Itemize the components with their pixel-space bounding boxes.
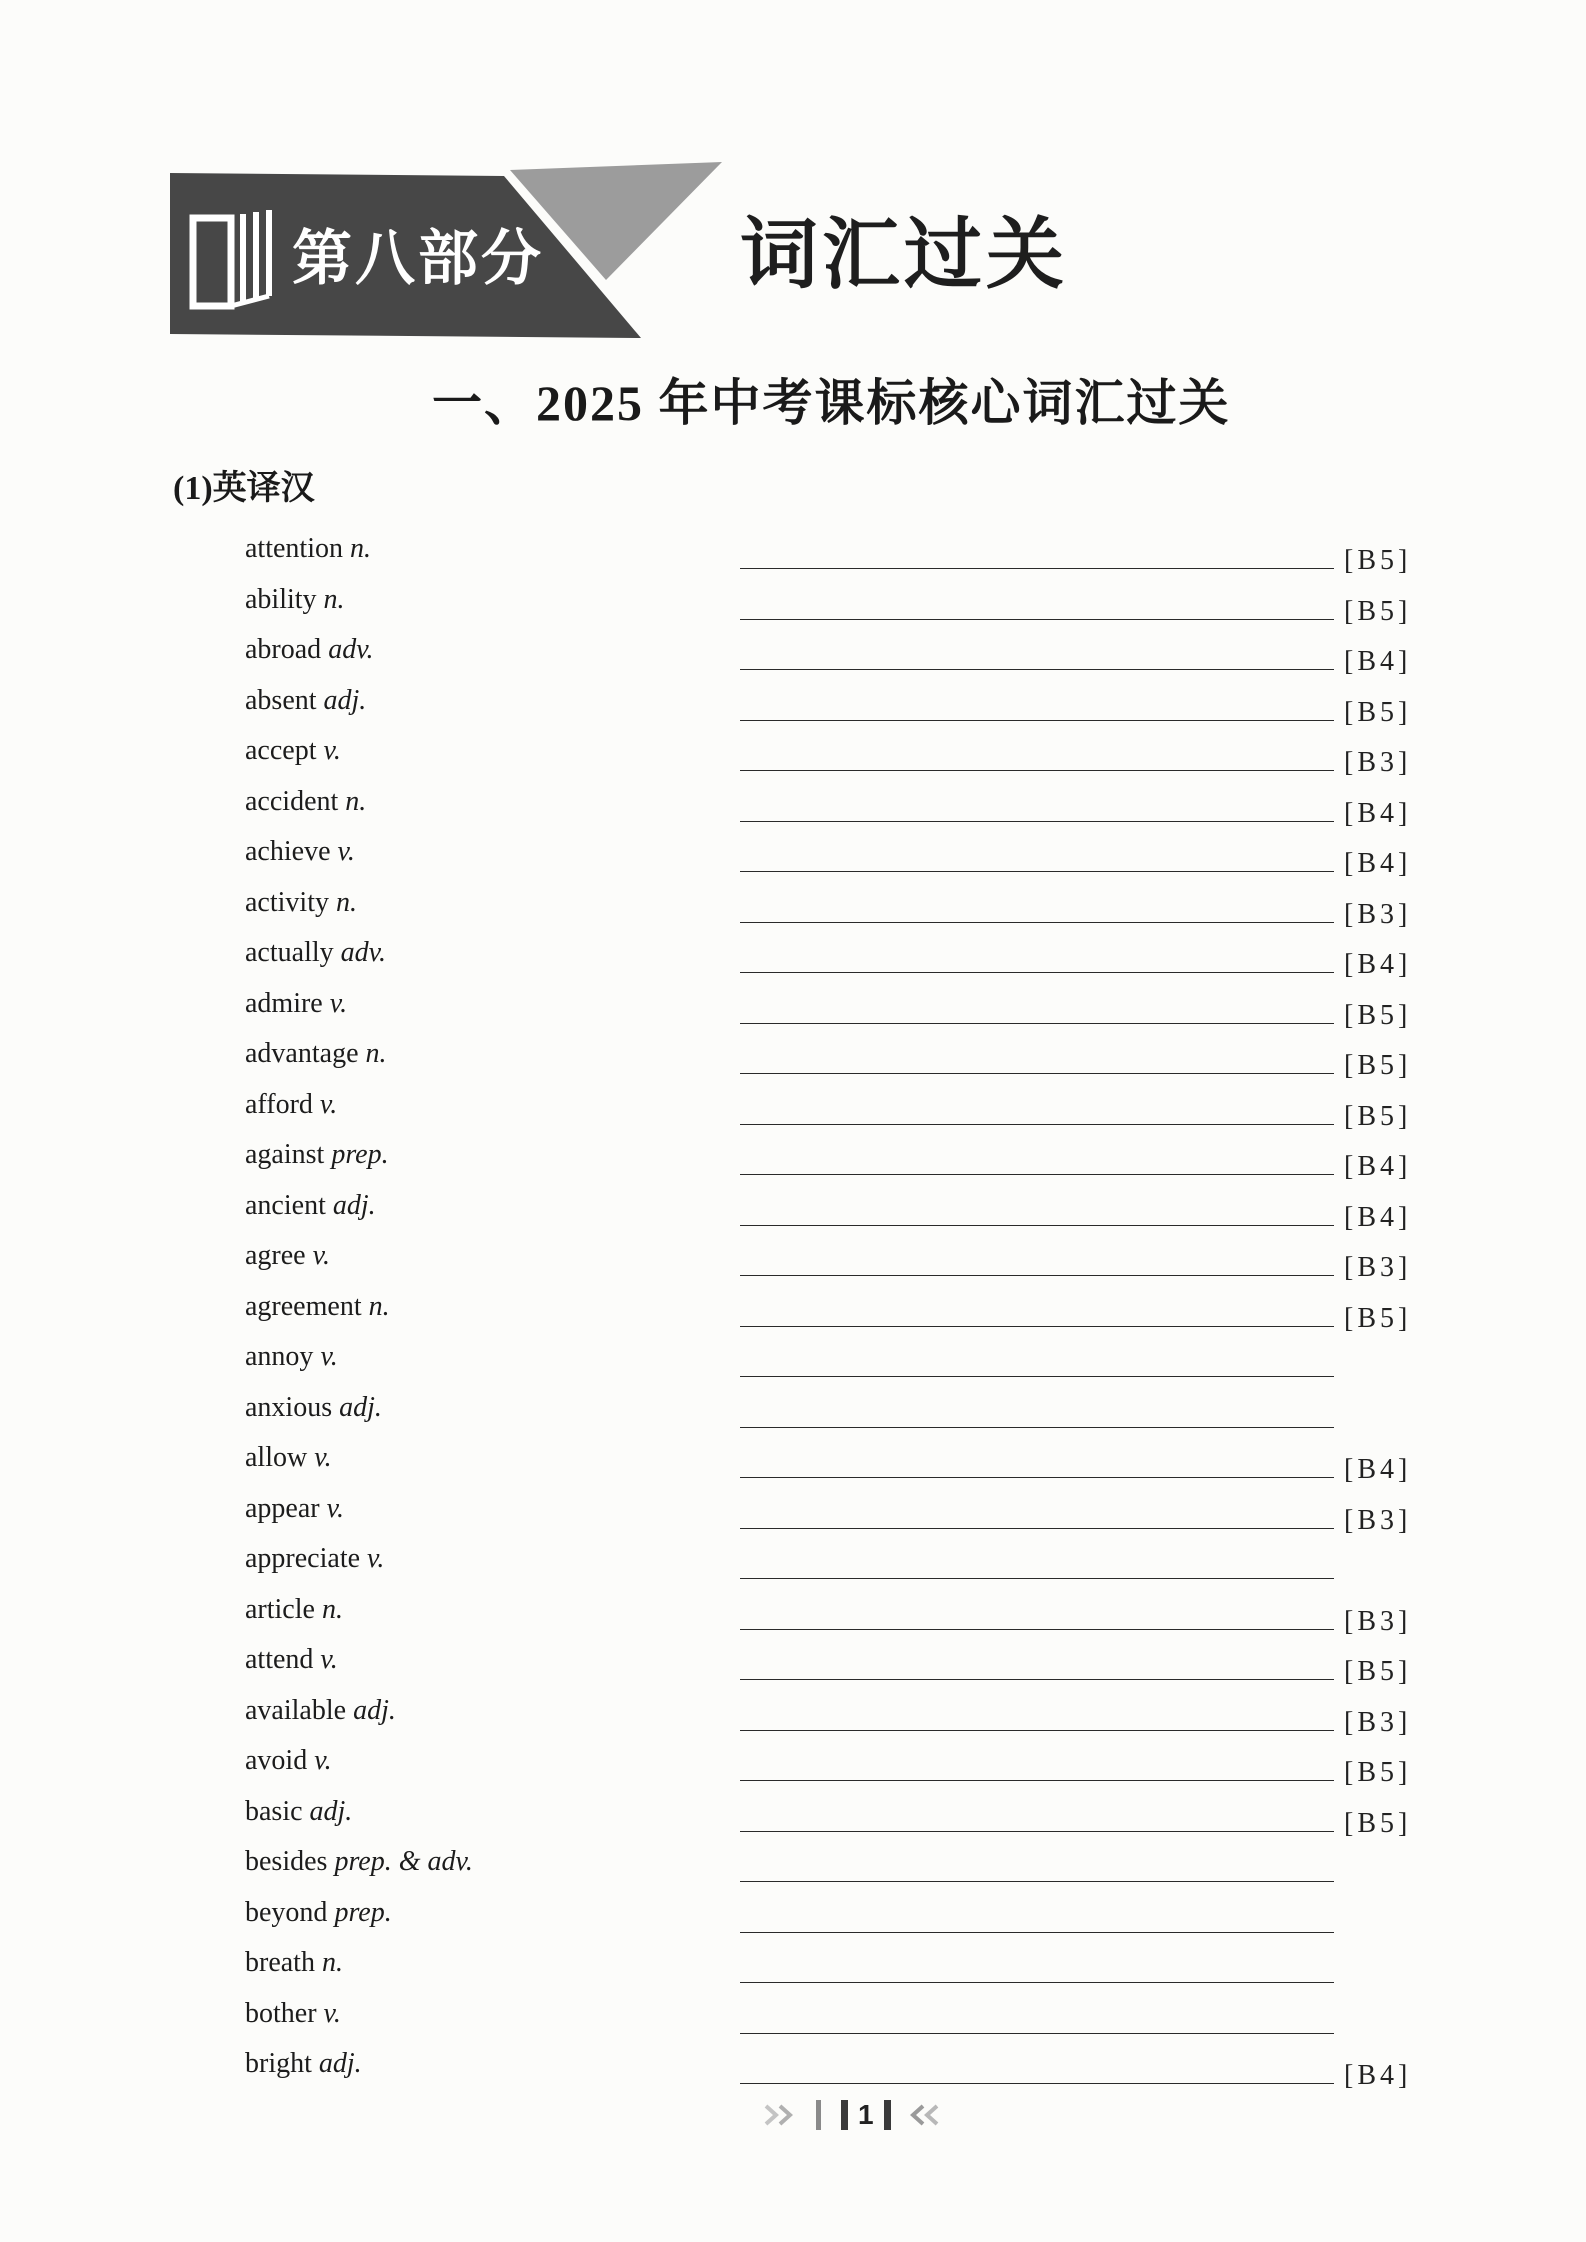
part-of-speech: v. xyxy=(337,836,355,867)
answer-blank xyxy=(740,1881,1334,1882)
vocab-row xyxy=(245,1339,1445,1390)
vocab-word xyxy=(245,1087,337,1123)
vocab-word xyxy=(245,1693,396,1729)
vocab-word xyxy=(245,1289,390,1325)
level-tag: [B4] xyxy=(1344,2060,1412,2091)
vocab-word xyxy=(245,683,366,719)
vocab-word xyxy=(245,1743,332,1779)
part-of-speech: n. xyxy=(335,886,357,918)
answer-blank xyxy=(740,619,1334,620)
vocab-word xyxy=(245,1188,376,1224)
level-tag: [B4] xyxy=(1344,646,1412,677)
word-text: basic xyxy=(245,1795,303,1827)
vocab-word xyxy=(245,1390,382,1426)
vocab-row xyxy=(245,1996,1445,2047)
vocab-word xyxy=(245,1592,343,1628)
word-text: bright xyxy=(245,2048,312,2079)
double-chevron-right-icon xyxy=(760,2100,806,2130)
word-text: anxious xyxy=(245,1391,333,1423)
word-text: achieve xyxy=(245,836,331,867)
word-text: avoid xyxy=(245,1745,308,1776)
vocab-row xyxy=(245,1036,1445,1087)
book-icon xyxy=(188,208,280,316)
part-of-speech: v. xyxy=(323,1997,341,2029)
word-text: afford xyxy=(245,1088,313,1120)
word-text: actually xyxy=(245,937,334,968)
word-text: against xyxy=(245,1139,325,1170)
vocab-row xyxy=(245,531,1445,582)
vocab-word xyxy=(245,1895,392,1931)
vocab-word xyxy=(245,1491,344,1527)
part-of-speech: v. xyxy=(319,1088,338,1120)
part-of-speech: v. xyxy=(314,1442,332,1473)
word-text: allow xyxy=(245,1442,308,1473)
footer-bar-right-dark xyxy=(884,2100,891,2130)
answer-blank xyxy=(740,871,1334,872)
answer-blank xyxy=(740,1023,1334,1024)
vocab-word xyxy=(245,632,374,668)
vocab-row xyxy=(245,1188,1445,1239)
vocab-word xyxy=(245,885,357,921)
level-tag: [B5] xyxy=(1344,1757,1412,1788)
vocab-row xyxy=(245,1238,1445,1289)
vocab-row xyxy=(245,784,1445,835)
word-text: besides xyxy=(245,1846,328,1877)
vocab-row xyxy=(245,935,1445,986)
part-of-speech: v. xyxy=(323,735,341,766)
subsection-title: (1)英译汉 xyxy=(173,470,315,507)
word-text: appear xyxy=(245,1492,320,1524)
answer-blank xyxy=(740,1174,1334,1175)
part-of-speech: adj. xyxy=(353,1694,396,1726)
vocab-row xyxy=(245,885,1445,936)
page-number: 1 xyxy=(858,2099,874,2130)
answer-blank xyxy=(740,568,1334,569)
level-tag: [B5] xyxy=(1344,1302,1412,1334)
part-of-speech: adj. xyxy=(318,2048,362,2079)
vocab-word xyxy=(245,1339,338,1375)
part-of-speech: v. xyxy=(314,1745,332,1776)
vocab-word xyxy=(245,1844,473,1880)
word-text: activity xyxy=(245,886,329,918)
answer-blank xyxy=(740,1376,1334,1377)
level-tag: [B3] xyxy=(1344,1706,1412,1738)
vocab-word xyxy=(245,1137,389,1173)
part-of-speech: adj. xyxy=(309,1795,353,1827)
vocab-word xyxy=(245,733,341,769)
part-label: 第八部分 xyxy=(292,224,544,294)
answer-blank xyxy=(740,1427,1334,1428)
level-tag: [B5] xyxy=(1344,1656,1412,1687)
section-title: 一、2025 年中考课标核心词汇过关 xyxy=(432,375,1231,431)
answer-blank xyxy=(740,720,1334,721)
part-of-speech: v. xyxy=(329,987,348,1019)
part-of-speech: v. xyxy=(320,1644,338,1675)
answer-blank xyxy=(740,770,1334,771)
word-text: advantage xyxy=(245,1038,359,1069)
word-text: admire xyxy=(245,987,323,1019)
word-text: attend xyxy=(245,1644,314,1675)
part-of-speech: adv. xyxy=(328,634,374,665)
vocab-row xyxy=(245,1794,1445,1845)
word-text: breath xyxy=(245,1947,315,1978)
vocab-word xyxy=(245,986,347,1022)
answer-blank xyxy=(740,1679,1334,1680)
part-of-speech: n. xyxy=(349,533,371,564)
level-tag: [B3] xyxy=(1344,1605,1412,1637)
level-tag: [B4] xyxy=(1344,797,1412,829)
word-text: agree xyxy=(245,1240,306,1271)
vocab-row xyxy=(245,834,1445,885)
word-text: ability xyxy=(245,583,317,615)
part-of-speech: prep. xyxy=(334,1896,392,1928)
level-tag: [B4] xyxy=(1344,1151,1412,1182)
part-of-speech: adv. xyxy=(340,937,386,968)
vocab-row xyxy=(245,1390,1445,1441)
footer-bar-left-dark xyxy=(841,2100,848,2130)
word-text: annoy xyxy=(245,1341,314,1372)
answer-blank xyxy=(740,1326,1334,1327)
double-chevron-left-icon xyxy=(901,2100,947,2130)
answer-blank xyxy=(740,1982,1334,1983)
vocab-word xyxy=(245,784,366,820)
word-text: bother xyxy=(245,1997,317,2029)
level-tag: [B4] xyxy=(1344,1454,1412,1485)
level-tag: [B4] xyxy=(1344,848,1412,879)
vocab-word xyxy=(245,834,355,870)
answer-blank xyxy=(740,1477,1334,1478)
level-tag: [B5] xyxy=(1344,1050,1412,1081)
vocab-word xyxy=(245,1238,330,1274)
answer-blank xyxy=(740,922,1334,923)
vocab-word xyxy=(245,1036,387,1072)
answer-blank xyxy=(740,1932,1334,1933)
level-tag: [B5] xyxy=(1344,1807,1412,1839)
vocab-word xyxy=(245,582,345,618)
word-text: ancient xyxy=(245,1189,326,1221)
word-text: beyond xyxy=(245,1896,328,1928)
vocab-row xyxy=(245,1137,1445,1188)
vocab-word xyxy=(245,1945,343,1981)
answer-blank xyxy=(740,1073,1334,1074)
vocab-row xyxy=(245,1087,1445,1138)
vocab-row xyxy=(245,1440,1445,1491)
vocab-word xyxy=(245,1794,352,1830)
vocab-row xyxy=(245,632,1445,683)
word-text: attention xyxy=(245,533,343,564)
answer-blank xyxy=(740,821,1334,822)
part-of-speech: v. xyxy=(326,1492,344,1524)
footer-bar-left xyxy=(816,2100,821,2130)
part-of-speech: v. xyxy=(367,1543,385,1574)
vocab-row xyxy=(245,733,1445,784)
level-tag: [B4] xyxy=(1344,949,1412,980)
vocab-row xyxy=(245,582,1445,633)
vocab-row xyxy=(245,1289,1445,1340)
level-tag: [B3] xyxy=(1344,1504,1412,1536)
part-of-speech: prep. xyxy=(331,1139,389,1170)
answer-blank xyxy=(740,1730,1334,1731)
word-text: agreement xyxy=(245,1290,362,1322)
vocab-list xyxy=(245,531,1445,2097)
part-of-speech: n. xyxy=(365,1038,387,1069)
vocab-row xyxy=(245,683,1445,734)
part-of-speech: v. xyxy=(320,1341,338,1372)
answer-blank xyxy=(740,1831,1334,1832)
vocab-row xyxy=(245,1895,1445,1946)
part-of-speech: n. xyxy=(345,785,367,817)
word-text: abroad xyxy=(245,634,322,665)
page-title: 词汇过关 xyxy=(740,210,1069,300)
part-of-speech: adj. xyxy=(332,1189,376,1221)
part-of-speech: v. xyxy=(312,1240,330,1271)
vocab-word xyxy=(245,1541,384,1577)
level-tag: [B3] xyxy=(1344,747,1412,778)
page-footer xyxy=(760,2094,947,2136)
level-tag: [B4] xyxy=(1344,1201,1412,1233)
part-of-speech: n. xyxy=(321,1947,343,1978)
answer-blank xyxy=(740,1578,1334,1579)
answer-blank xyxy=(740,972,1334,973)
vocab-word xyxy=(245,1642,338,1678)
answer-blank xyxy=(740,669,1334,670)
word-text: absent xyxy=(245,684,317,716)
vocab-row xyxy=(245,1945,1445,1996)
vocab-word xyxy=(245,935,386,971)
vocab-word xyxy=(245,1996,341,2032)
part-of-speech: adj. xyxy=(339,1391,382,1423)
vocab-row xyxy=(245,1743,1445,1794)
word-text: article xyxy=(245,1593,315,1625)
vocab-row xyxy=(245,1592,1445,1643)
part-of-speech: n. xyxy=(368,1290,390,1322)
vocab-word xyxy=(245,1440,332,1476)
part-of-speech: prep. & adv. xyxy=(334,1846,473,1877)
part-of-speech: n. xyxy=(323,583,345,615)
word-text: accident xyxy=(245,785,339,817)
vocab-row xyxy=(245,1693,1445,1744)
answer-blank xyxy=(740,2083,1334,2084)
vocab-row xyxy=(245,1541,1445,1592)
vocab-row xyxy=(245,1844,1445,1895)
answer-blank xyxy=(740,1225,1334,1226)
level-tag: [B5] xyxy=(1344,696,1412,728)
level-tag: [B5] xyxy=(1344,595,1412,627)
level-tag: [B3] xyxy=(1344,898,1412,930)
level-tag: [B5] xyxy=(1344,545,1412,576)
vocab-row xyxy=(245,1642,1445,1693)
vocab-word xyxy=(245,2046,362,2082)
vocab-row xyxy=(245,986,1445,1037)
part-of-speech: n. xyxy=(321,1593,343,1625)
word-text: available xyxy=(245,1694,347,1726)
level-tag: [B5] xyxy=(1344,999,1412,1031)
level-tag: [B5] xyxy=(1344,1100,1412,1132)
level-tag: [B3] xyxy=(1344,1252,1412,1283)
vocab-word xyxy=(245,531,371,567)
answer-blank xyxy=(740,1275,1334,1276)
answer-blank xyxy=(740,1629,1334,1630)
word-text: accept xyxy=(245,735,317,766)
answer-blank xyxy=(740,1124,1334,1125)
answer-blank xyxy=(740,1780,1334,1781)
answer-blank xyxy=(740,2033,1334,2034)
part-of-speech: adj. xyxy=(323,684,367,716)
word-text: appreciate xyxy=(245,1543,361,1574)
vocab-row xyxy=(245,1491,1445,1542)
answer-blank xyxy=(740,1528,1334,1529)
vocab-row xyxy=(245,2046,1445,2097)
